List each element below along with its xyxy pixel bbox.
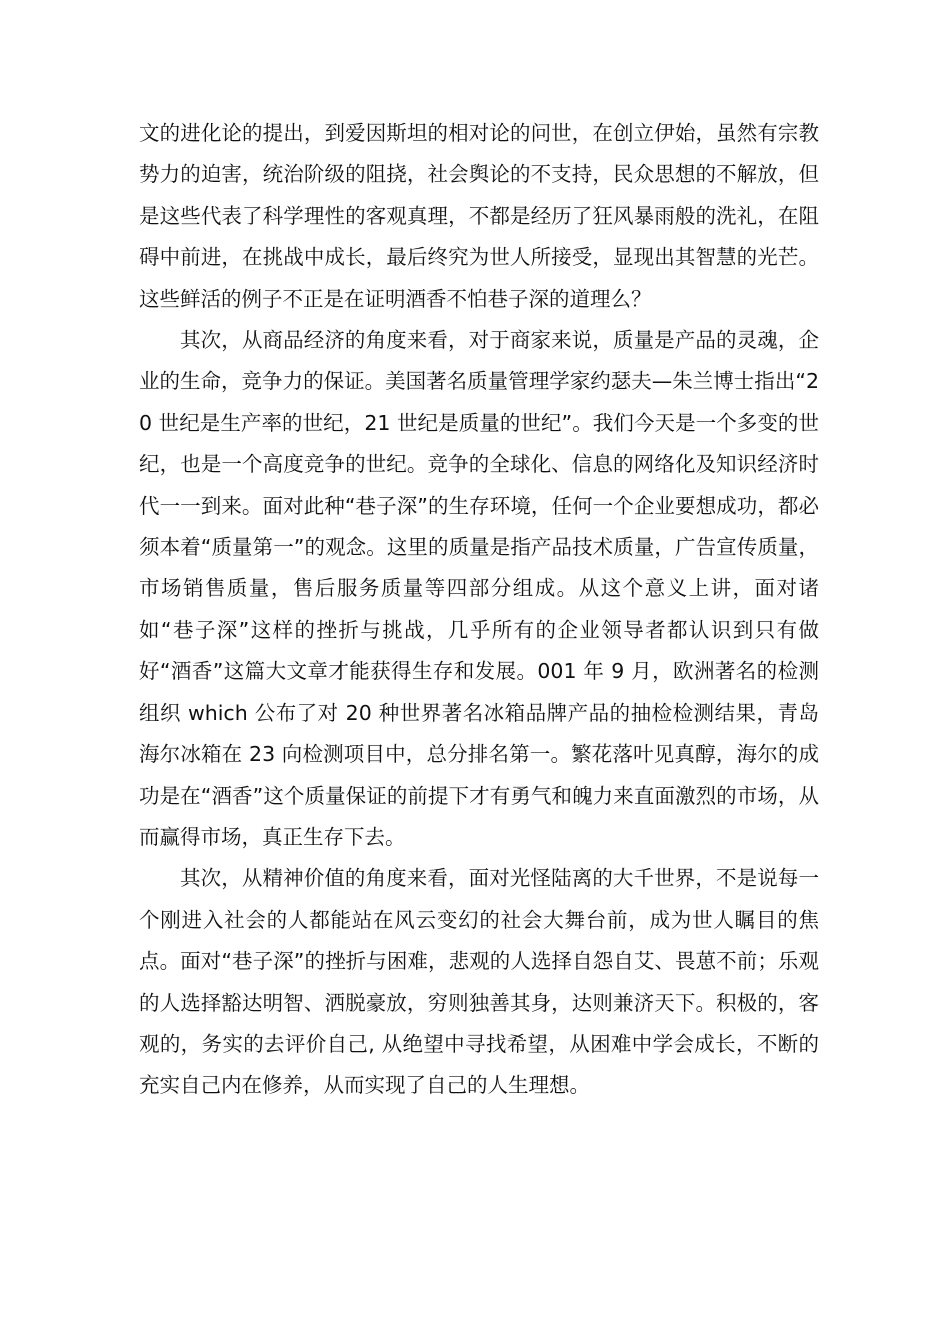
paragraph-commodity-economy: 其次，从商品经济的角度来看，对于商家来说，质量是产品的灵魂，企业的生命，竞争力的保证。美国著名质量管理学家约瑟夫—朱兰博士指出“20 世纪是生产率的世纪，21 世纪是质量的世纪”。我们今天是一个多变的世纪，也是一个高度竞争的世纪。竞争的全球化、信息的网络化及知识经济时代一一到来。面对此种“巷子深”的生存环境，任何一个企业要想成功，都必须本着“质量第一”的观念。这里的质量是指产品技术质量，广告宣传质量，市场销售质量，售后服务质量等四部分组成。从这个意义上讲，面对诸如“巷子深”这样的挫折与挑战，几乎所有的企业领导者都认识到只有做好“酒香”这篇大文章才能获得生存和发展。001 年 9 月，欧洲著名的检测组织 which 公布了对 20 种世界著名冰箱品牌产品的抽检检测结果，青岛海尔冰箱在 23 向检测项目中，总分排名第一。繁花落叶见真醇，海尔的成功是在“酒香”这个质量保证的前提下才有勇气和魄力来直面激烈的市场，从而赢得市场，真正生存下去。: [139, 328, 819, 849]
body-text: [139, 113, 819, 1107]
paragraph-continuation: 文的进化论的提出，到爱因斯坦的相对论的问世，在创立伊始，虽然有宗教势力的迫害，统治阶级的阻挠，社会舆论的不支持，民众思想的不解放，但是这些代表了科学理性的客观真理，不都是经历了狂风暴雨般的洗礼，在阻碍中前进，在挑战中成长，最后终究为世人所接受，显现出其智慧的光芒。这些鲜活的例子不正是在证明酒香不怕巷子深的道理么？: [139, 121, 819, 311]
paragraph-spiritual-value: 其次，从精神价值的角度来看，面对光怪陆离的大千世界，不是说每一个刚进入社会的人都能站在风云变幻的社会大舞台前，成为世人瞩目的焦点。面对“巷子深”的挫折与困难，悲观的人选择自怨自艾、畏葸不前；乐观的人选择豁达明智、洒脱豪放，穷则独善其身，达则兼济天下。积极的，客观的，务实的去评价自己, 从绝望中寻找希望，从困难中学会成长，不断的充实自己内在修养，从而实现了自己的人生理想。: [139, 866, 819, 1098]
